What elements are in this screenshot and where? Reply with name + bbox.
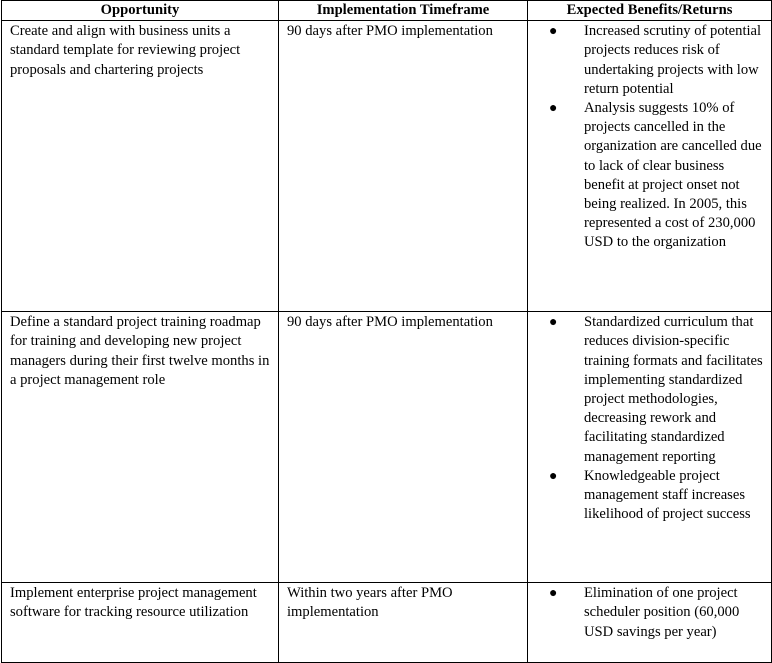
bullet-icon: ● (549, 586, 558, 602)
timeframe-cell: Within two years after PMO implementation (279, 583, 528, 663)
table-row (2, 583, 772, 663)
benefit-text: Knowledgeable project management staff increases likelihood of project success (584, 467, 751, 523)
bullet-icon: ● (549, 101, 558, 117)
benefit-text: Elimination of one project scheduler position (60,000 USD savings per year) (584, 585, 740, 640)
benefit-text: Analysis suggests 10% of projects cancelled in the organization are cancelled due to lack of clear business benefit at project onset not being realized. In 2005, this represented a cost of 230,000 USD to the organization (584, 100, 762, 251)
benefit-text: Standardized curriculum that reduces division-specific training formats and facilitates implementing standardized project methodologies, decreasing rework and facilitating standardized management reporting (584, 314, 763, 465)
benefit-item (528, 467, 763, 525)
table-row (2, 312, 772, 583)
bullet-icon: ● (549, 468, 558, 484)
opportunities-table (1, 0, 772, 663)
benefit-item (528, 584, 763, 642)
benefit-item (528, 99, 763, 253)
benefits-cell (528, 21, 772, 312)
header-expected-benefits: Expected Benefits/Returns (528, 1, 772, 21)
bullet-icon: ● (549, 315, 558, 331)
timeframe-cell: 90 days after PMO implementation (279, 312, 528, 583)
header-implementation-timeframe: Implementation Timeframe (279, 1, 528, 21)
opportunity-cell: Implement enterprise project management software for tracking resource utilization (2, 583, 279, 663)
header-opportunity: Opportunity (2, 1, 279, 21)
table-row (2, 21, 772, 312)
benefit-text: Increased scrutiny of potential projects reduces risk of undertaking projects with low return potential (584, 23, 762, 97)
bullet-icon: ● (549, 24, 558, 40)
opportunity-cell: Define a standard project training roadmap for training and developing new project managers during their first twelve months in a project management role (2, 312, 279, 583)
benefit-item (528, 22, 763, 99)
benefit-item (528, 313, 763, 467)
benefits-cell (528, 312, 772, 583)
header-row (2, 1, 772, 21)
timeframe-cell: 90 days after PMO implementation (279, 21, 528, 312)
benefits-cell (528, 583, 772, 663)
opportunity-cell: Create and align with business units a standard template for reviewing project proposals and chartering projects (2, 21, 279, 312)
